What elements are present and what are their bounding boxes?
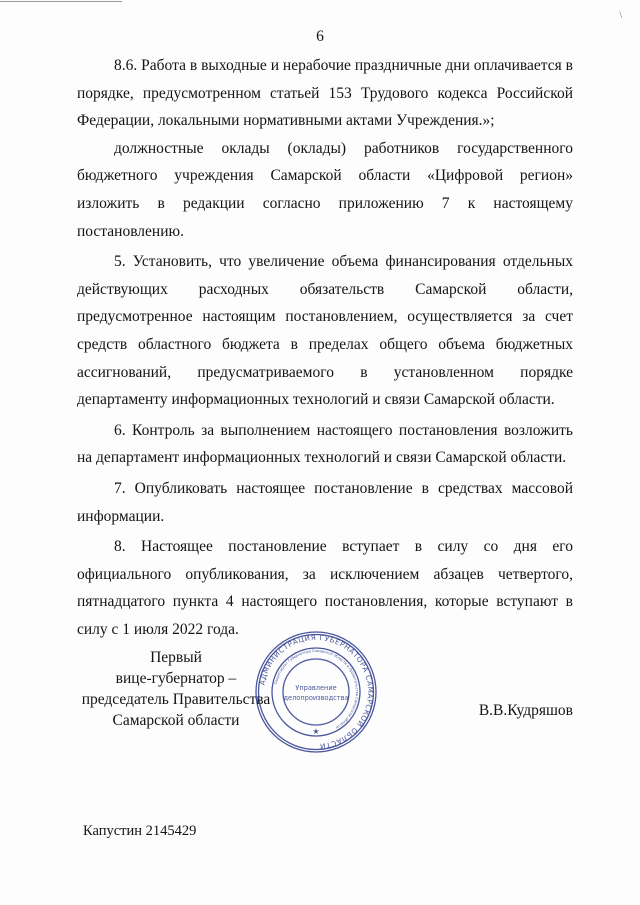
page-number: 6 [316, 28, 324, 45]
paragraph-8: 8. Настоящее постановление вступает в силу со дня его официального опубликования, за исключением абзацев четвертого, пятнадцатого пункта 4 настоящего постановления, которые вступают в силу с 1 июля 2022 года. [77, 538, 573, 638]
stamp-star-icon: ★ [312, 727, 320, 736]
paragraph-5: 5. Установить, что увеличение объема финансирования отдельных действующих расходных обязательств Самарской области, предусмотренное настоящим постановлением, осуществляется за счет средств областного бюджета в пределах общего объема бюджетных ассигнований, предусматриваемого в установленном порядке департаменту информационных технологий и связи Самарской области. [77, 253, 573, 409]
paragraph-7: 7. Опубликовать настоящее постановление в средствах массовой информации. [77, 479, 573, 525]
signatory-position [77, 647, 275, 731]
signatory-position-line: Первый [150, 649, 202, 666]
stamp-inner-ring-text: Секретариат Губернатора Самарской области и Правительства Самарской области [273, 648, 360, 730]
paragraph-6: 6. Контроль за выполнением настоящего постановления возложить на департамент информационных технологий и связи Самарской области. [77, 421, 573, 467]
paragraph-8-6: 8.6. Работа в выходные и нерабочие праздничные дни оплачивается в порядке, предусмотренном статьей 153 Трудового кодекса Российской Федерации, локальными нормативными актами Учреждения.»; [77, 57, 573, 130]
signatory-name: В.В.Кудряшов [478, 702, 573, 719]
top-edge-line [0, 1, 122, 2]
corner-mark: \ [619, 10, 622, 20]
executor-note: Капустин 2145429 [83, 823, 197, 839]
stamp-center-line: Управление [295, 684, 337, 692]
signatory-position-line: Самарской области [112, 712, 240, 729]
paragraph-salaries: должностные оклады (оклады) работников государственного бюджетного учреждения Самарской области «Цифровой регион» изложить в редакции согласно приложению 7 к настоящему постановлению. [77, 139, 573, 240]
signatory-position-line: вице-губернатор – [115, 670, 237, 687]
document-body [77, 52, 573, 643]
official-seal-stamp [254, 630, 378, 754]
stamp-center-line: делопроизводства [283, 694, 349, 702]
stamp-outer-text: АДМИНИСТРАЦИЯ ГУБЕРНАТОРА САМАРСКОЙ ОБЛАСТИ [257, 632, 376, 751]
signatory-position-line: председатель Правительства [81, 691, 271, 708]
